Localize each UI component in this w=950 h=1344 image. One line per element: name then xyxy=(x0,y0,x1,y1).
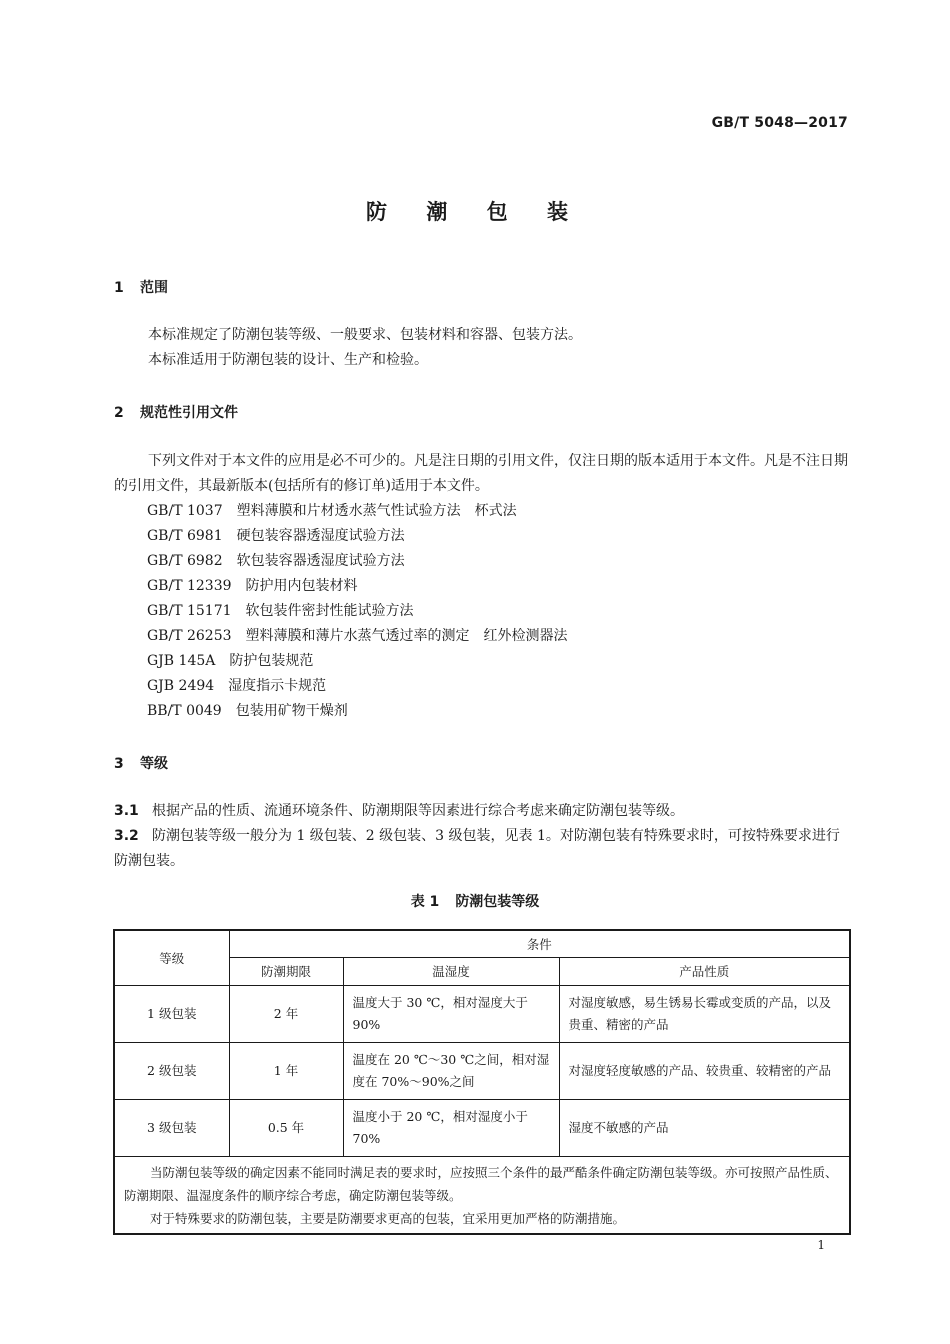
reference-code: BB/T 0049 xyxy=(147,703,222,719)
cell-product: 对湿度轻度敏感的产品、较贵重、较精密的产品 xyxy=(559,1042,850,1099)
reference-item xyxy=(147,574,568,599)
reference-item xyxy=(147,649,568,674)
header-humidity: 温湿度 xyxy=(343,957,559,985)
table-note-2: 对于特殊要求的防潮包装，主要是防潮要求更高的包装，宜采用更加严格的防潮措施。 xyxy=(150,1210,626,1226)
clause-3-1 xyxy=(114,799,848,824)
cell-humidity: 温度在 20 ℃～30 ℃之间，相对湿度在 70%～90%之间 xyxy=(343,1042,559,1099)
table-header-row xyxy=(114,930,850,957)
table-number: 表 1 xyxy=(410,894,440,910)
reference-code: GJB 145A xyxy=(147,653,216,669)
reference-code: GB/T 6981 xyxy=(147,528,223,544)
table-notes-row xyxy=(114,1156,850,1234)
reference-code: GB/T 26253 xyxy=(147,628,232,644)
reference-item xyxy=(147,549,568,574)
section-1-heading xyxy=(114,277,168,297)
reference-title: 软包装件密封性能试验方法 xyxy=(245,603,414,619)
section-title: 范围 xyxy=(140,280,168,296)
reference-title: 防护用内包装材料 xyxy=(245,578,358,594)
clause-number: 3.2 xyxy=(114,828,139,844)
reference-item xyxy=(147,624,568,649)
cell-product: 湿度不敏感的产品 xyxy=(559,1099,850,1156)
section-title: 等级 xyxy=(140,756,168,772)
reference-title: 软包装容器透湿度试验方法 xyxy=(236,553,405,569)
table-row xyxy=(114,1099,850,1156)
reference-title: 包装用矿物干燥剂 xyxy=(235,703,348,719)
reference-title: 塑料薄膜和薄片水蒸气透过率的测定 红外检测器法 xyxy=(245,628,568,644)
reference-item xyxy=(147,674,568,699)
reference-item xyxy=(147,699,568,724)
cell-period: 2 年 xyxy=(229,985,343,1042)
section-number: 3 xyxy=(114,756,124,772)
header-product: 产品性质 xyxy=(559,957,850,985)
section-3-heading xyxy=(114,753,168,773)
cell-period: 1 年 xyxy=(229,1042,343,1099)
cell-grade: 3 级包装 xyxy=(114,1099,229,1156)
section-number: 2 xyxy=(114,405,124,421)
document-title: 防 潮 包 装 xyxy=(366,200,584,224)
table-caption xyxy=(0,891,950,911)
cell-period: 0.5 年 xyxy=(229,1099,343,1156)
reference-item xyxy=(147,499,568,524)
header-grade: 等级 xyxy=(114,930,229,985)
clause-text: 根据产品的性质、流通环境条件、防潮期限等因素进行综合考虑来确定防潮包装等级。 xyxy=(152,803,684,819)
table-title: 防潮包装等级 xyxy=(455,894,540,910)
header-period: 防潮期限 xyxy=(229,957,343,985)
normative-intro: 下列文件对于本文件的应用是必不可少的。凡是注日期的引用文件，仅注日期的版本适用于本文件。凡是不注日期的引用文件，其最新版本(包括所有的修订单)适用于本文件。 xyxy=(114,453,848,494)
reference-code: GJB 2494 xyxy=(147,678,215,694)
cell-product: 对湿度敏感，易生锈易长霉或变质的产品，以及贵重、精密的产品 xyxy=(559,985,850,1042)
clause-number: 3.1 xyxy=(114,803,139,819)
reference-list xyxy=(147,499,568,724)
reference-code: GB/T 15171 xyxy=(147,603,232,619)
cell-humidity: 温度小于 20 ℃，相对湿度小于 70% xyxy=(343,1099,559,1156)
page-number: 1 xyxy=(817,1238,825,1252)
table-row xyxy=(114,985,850,1042)
reference-code: GB/T 6982 xyxy=(147,553,223,569)
reference-title: 湿度指示卡规范 xyxy=(228,678,327,694)
reference-code: GB/T 1037 xyxy=(147,503,223,519)
table-notes xyxy=(114,1156,850,1234)
reference-item xyxy=(147,524,568,549)
cell-humidity: 温度大于 30 ℃，相对湿度大于 90% xyxy=(343,985,559,1042)
section-2-heading xyxy=(114,402,238,422)
header-conditions: 条件 xyxy=(229,930,850,957)
reference-title: 硬包装容器透湿度试验方法 xyxy=(236,528,405,544)
reference-item xyxy=(147,599,568,624)
table-row xyxy=(114,1042,850,1099)
cell-grade: 1 级包装 xyxy=(114,985,229,1042)
scope-paragraph-1: 本标准规定了防潮包装等级、一般要求、包装材料和容器、包装方法。 xyxy=(148,327,582,343)
reference-code: GB/T 12339 xyxy=(147,578,232,594)
clause-text: 防潮包装等级一般分为 1 级包装、2 级包装、3 级包装，见表 1。对防潮包装有特殊要求时，可按特殊要求进行防潮包装。 xyxy=(114,828,840,869)
cell-grade: 2 级包装 xyxy=(114,1042,229,1099)
clause-3-2 xyxy=(114,824,848,874)
reference-title: 塑料薄膜和片材透水蒸气性试验方法 杯式法 xyxy=(236,503,517,519)
scope-paragraph-2: 本标准适用于防潮包装的设计、生产和检验。 xyxy=(148,352,428,368)
moisture-grade-table xyxy=(113,929,851,1235)
section-title: 规范性引用文件 xyxy=(140,405,238,421)
standard-code: GB/T 5048—2017 xyxy=(711,115,848,131)
table-note-1: 当防潮包装等级的确定因素不能同时满足表的要求时，应按照三个条件的最严酷条件确定防潮包装等级。亦可按照产品性质、防潮期限、温湿度条件的顺序综合考虑，确定防潮包装等级。 xyxy=(124,1164,838,1203)
section-number: 1 xyxy=(114,280,124,296)
reference-title: 防护包装规范 xyxy=(229,653,314,669)
